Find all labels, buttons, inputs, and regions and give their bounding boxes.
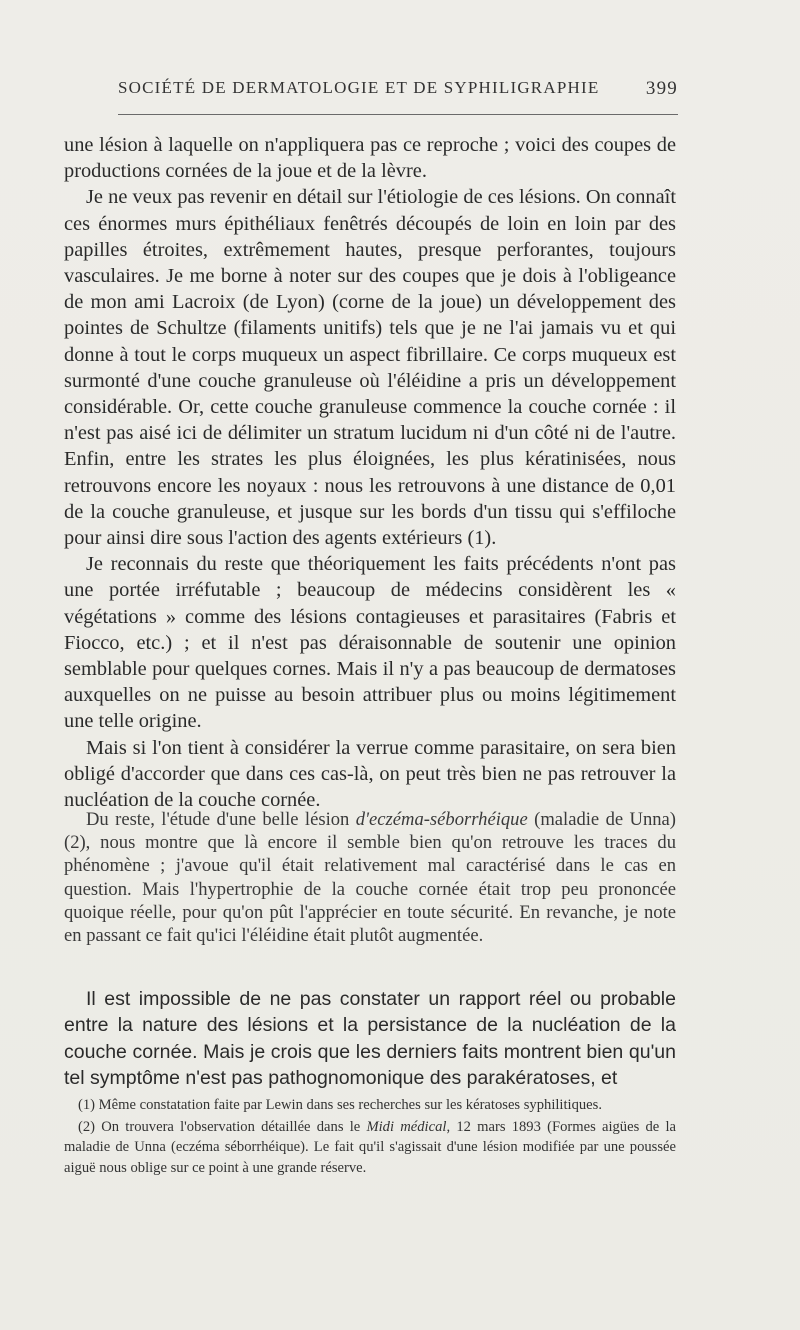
footnotes (64, 1095, 676, 1179)
header-rule (118, 114, 678, 115)
paragraph-theory: Je reconnais du reste que théoriquement les faits précédents n'ont pas une portée irréfutable ; beaucoup de médecins considèrent les « végétations » comme des lésions contagieuses et parasitaires (Fabris et Fiocco, etc.) ; et il n'est pas déraisonnable de soutenir une opinion semblable pour quelques cornes. Mais il n'y a pas beaucoup de dermatoses auxquelles on ne puisse au besoin attribuer plus ou moins légitimement une telle origine. (64, 553, 676, 733)
paragraph-continuation: une lésion à laquelle on n'appliquera pas ce reproche ; voici des coupes de productions cornées de la joue et de la lèvre. (64, 134, 676, 183)
footnote-1 (64, 1095, 676, 1116)
text-span: Du reste, l'étude d'une belle lésion (86, 809, 356, 830)
text-span: (1) Même constatation faite par Lewin dans ses recherches sur les kératoses syphilitiques. (78, 1097, 602, 1113)
small-print-paragraph (64, 808, 676, 947)
text-span: (maladie de Unna) (2), nous montre que là encore il semble bien qu'on retrouve les traces du phénomène ; j'avoue qu'il était relativement mal caractérisé dans le cas en question. Mais l'hypertrophie de la couche cornée était trop peu prononcée quoique réelle, pour qu'on pût l'apprécier en toute sécurité. En revanche, je note en passant ce fait qu'ici l'éléidine était plutôt augmentée. (64, 809, 676, 947)
footnote-2 (64, 1117, 676, 1179)
text-span: , 12 mars 1893 (Formes aigües de la maladie de Unna (eczéma séborrhéique). Le fait qu'il s'agissait d'une lésion modifiée par une poussée aiguë nous oblige sur ce point à une grande réserve. (64, 1118, 676, 1176)
italic-journal: Midi médical (366, 1118, 447, 1135)
final-paragraph-block (64, 986, 676, 1092)
italic-term: d'eczéma-séborrhéique (355, 809, 528, 830)
paragraph-conclusion: Il est impossible de ne pas constater un rapport réel ou probable entre la nature des lésions et la persistance de la nucléation de la couche cornée. Mais je crois que les derniers faits montrent bien qu'un tel symptôme n'est pas pathognomonique des parakératoses, et (64, 988, 676, 1090)
main-text (64, 132, 676, 813)
paragraph-verrue: Mais si l'on tient à considérer la verrue comme parasitaire, on sera bien obligé d'accorder que dans ces cas-là, on peut très bien ne pas retrouver la nucléation de la couche cornée. (64, 736, 676, 812)
paragraph-etiology: Je ne veux pas revenir en détail sur l'étiologie de ces lésions. On connaît ces énormes murs épithéliaux fenêtrés découpés de loin en loin par des papilles étroites, extrêmement hautes, presque perforantes, toujours vasculaires. Je me borne à noter sur des coupes que je dois à l'obligeance de mon ami Lacroix (de Lyon) (corne de la joue) un développement des pointes de Schultze (filaments unitifs) tels que je ne l'ai jamais vu et qui donne à tout le corps muqueux un aspect fibrillaire. Ce corps muqueux est surmonté d'une couche granuleuse où l'éléidine a pris un développement considérable. Or, cette couche granuleuse commence la couche cornée : il n'est pas aisé ici de délimiter un stratum lucidum ni d'un côté ni de l'autre. Enfin, entre les strates les plus éloignées, les plus kératinisées, nous retrouvons encore les noyaux : nous les retrouvons à une distance de 0,01 de la couche granuleuse, et jusque sur les bords d'un tissu qui s'effiloche pour ainsi dire sous l'action des agents extérieurs (1). (64, 186, 676, 550)
page-number: 399 (645, 78, 678, 99)
running-title: SOCIÉTÉ DE DERMATOLOGIE ET DE SYPHILIGRAPHIE (118, 78, 600, 97)
paragraph-eczema (64, 808, 676, 947)
text-span: (2) On trouvera l'observation détaillée dans le (78, 1118, 367, 1135)
